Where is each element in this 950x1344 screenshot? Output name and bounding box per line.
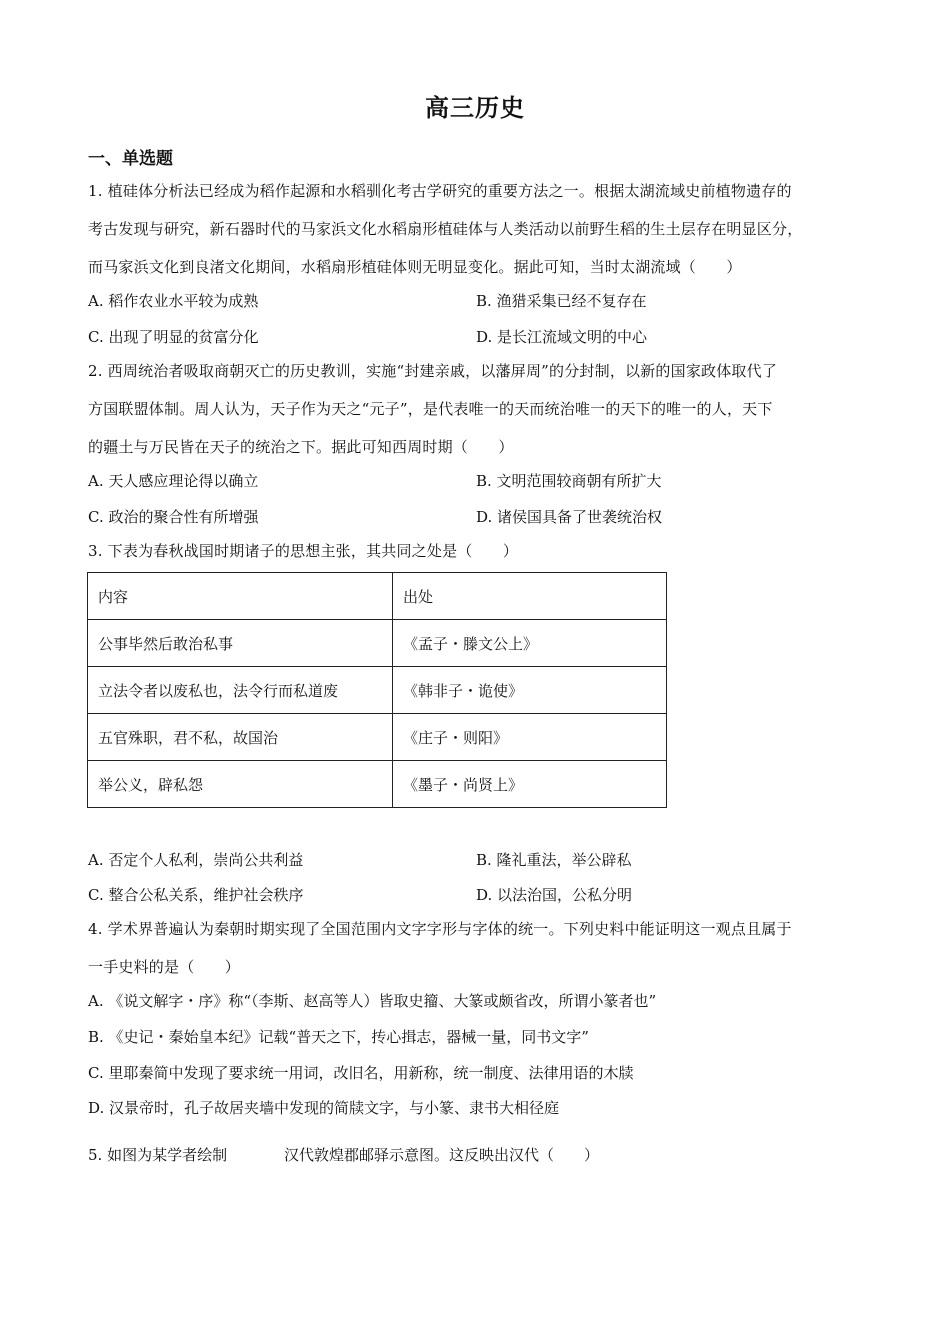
question-1-line-3: 而马家浜文化到良渚文化期间，水稻扇形植硅体则无明显变化。据此可知，当时太湖流域（ ） bbox=[88, 258, 742, 276]
table-header-row bbox=[88, 573, 667, 620]
question-4-option-b: B. 《史记・秦始皇本纪》记载“普天之下，抟心揖志，器械一量，同书文字” bbox=[88, 1028, 589, 1046]
question-4-option-d: D. 汉景帝时，孔子故居夹墙中发现的简牍文字，与小篆、隶书大相径庭 bbox=[88, 1099, 560, 1117]
table-cell-source: 《墨子・尚贤上》 bbox=[393, 761, 667, 808]
page-title: 高三历史 bbox=[425, 94, 525, 122]
table-row bbox=[88, 667, 667, 714]
source-table bbox=[87, 572, 667, 808]
question-3-option-a: A. 否定个人私利，崇尚公共利益 bbox=[88, 851, 304, 869]
question-4-line-1: 4. 学术界普遍认为秦朝时期实现了全国范围内文字字形与字体的统一。下列史料中能证明这一观点且属于 bbox=[88, 920, 792, 938]
question-2-line-2: 方国联盟体制。周人认为，天子作为天之“元子”，是代表唯一的天而统治唯一的天下的唯一的人，天下 bbox=[88, 400, 773, 418]
question-3-option-c: C. 整合公私关系，维护社会秩序 bbox=[88, 886, 304, 904]
table-header-cell: 内容 bbox=[88, 573, 393, 620]
table-cell-content: 立法令者以废私也，法令行而私道废 bbox=[88, 667, 393, 714]
question-1-option-c: C. 出现了明显的贫富分化 bbox=[88, 328, 259, 346]
table-row bbox=[88, 761, 667, 808]
question-2-line-1: 2. 西周统治者吸取商朝灭亡的历史教训，实施“封建亲戚，以藩屏周”的分封制，以新的国家政体取代了 bbox=[88, 362, 778, 380]
table-cell-content: 公事毕然后敢治私事 bbox=[88, 620, 393, 667]
question-4-option-c: C. 里耶秦简中发现了要求统一用词，改旧名，用新称，统一制度、法律用语的木牍 bbox=[88, 1064, 634, 1082]
table-row bbox=[88, 620, 667, 667]
table-cell-content: 五官殊职，君不私，故国治 bbox=[88, 714, 393, 761]
table-cell-source: 《庄子・则阳》 bbox=[393, 714, 667, 761]
question-1-option-d: D. 是长江流域文明的中心 bbox=[476, 328, 648, 346]
question-2-option-c: C. 政治的聚合性有所增强 bbox=[88, 508, 259, 526]
table-cell-source: 《孟子・滕文公上》 bbox=[393, 620, 667, 667]
table-header-cell: 出处 bbox=[393, 573, 667, 620]
question-3-line-1: 3. 下表为春秋战国时期诸子的思想主张，其共同之处是（ ） bbox=[88, 542, 519, 560]
question-1-option-b: B. 渔猎采集已经不复存在 bbox=[476, 292, 647, 310]
question-4-line-2: 一手史料的是（ ） bbox=[88, 958, 241, 976]
question-3-option-d: D. 以法治国，公私分明 bbox=[476, 886, 633, 904]
question-3-option-b: B. 隆礼重法，举公辟私 bbox=[476, 851, 632, 869]
question-5-text-part-1: 5. 如图为某学者绘制 bbox=[88, 1146, 228, 1164]
table-cell-content: 举公义，辟私怨 bbox=[88, 761, 393, 808]
section-heading: 一、单选题 bbox=[88, 149, 173, 169]
question-1-option-a: A. 稻作农业水平较为成熟 bbox=[88, 292, 259, 310]
table-cell-source: 《韩非子・诡使》 bbox=[393, 667, 667, 714]
question-2-option-a: A. 天人感应理论得以确立 bbox=[88, 472, 259, 490]
question-1-line-2: 考古发现与研究，新石器时代的马家浜文化水稻扇形植硅体与人类活动以前野生稻的生土层存在明显区分， bbox=[88, 220, 803, 238]
question-4-option-a: A. 《说文解字・序》称“（李斯、赵高等人）皆取史籀、大篆或颇省改，所谓小篆者也” bbox=[88, 992, 657, 1010]
question-2-option-d: D. 诸侯国具备了世袭统治权 bbox=[476, 508, 663, 526]
question-2-option-b: B. 文明范围较商朝有所扩大 bbox=[476, 472, 662, 490]
question-1-line-1: 1. 植硅体分析法已经成为稻作起源和水稻驯化考古学研究的重要方法之一。根据太湖流域史前植物遗存的 bbox=[88, 182, 792, 200]
question-5-text-part-2: 汉代敦煌郡邮驿示意图。这反映出汉代（ ） bbox=[284, 1146, 600, 1164]
question-2-line-3: 的疆土与万民皆在天子的统治之下。据此可知西周时期（ ） bbox=[88, 438, 514, 456]
table-row bbox=[88, 714, 667, 761]
